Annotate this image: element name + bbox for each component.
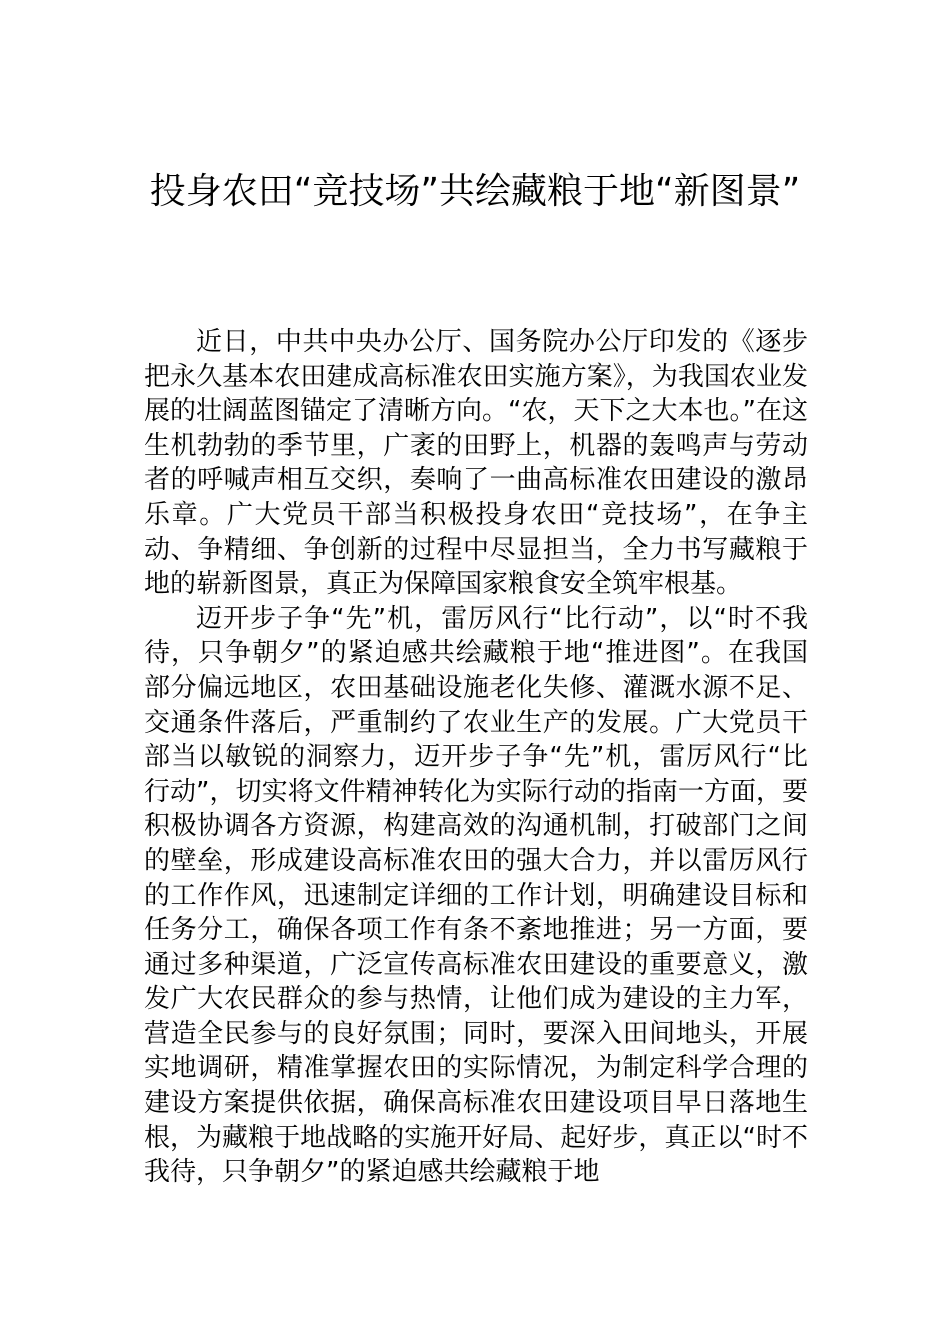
paragraph-1: 近日，中共中央办公厅、国务院办公厅印发的《逐步把永久基本农田建成高标准农田实施方案》，为我国农业发展的壮阔蓝图锚定了清晰方向。“农，天下之大本也。”在这生机勃勃的季节里，广袤的田野上，机器的轰鸣声与劳动者的呼喊声相互交织，奏响了一曲高标准农田建设的激昂乐章。广大党员干部当积极投身农田“竞技场”，在争主动、争精细、争创新的过程中尽显担当，全力书写藏粮于地的崭新图景，真正为保障国家粮食安全筑牢根基。 [144, 327, 808, 600]
document-title: 投身农田“竞技场”共绘藏粮于地“新图景” [149, 171, 801, 212]
document-body [144, 325, 808, 1190]
paragraph-2: 迈开步子争“先”机，雷厉风行“比行动”，以“时不我待，只争朝夕”的紧迫感共绘藏粮于地“推进图”。在我国部分偏远地区，农田基础设施老化失修、灌溉水源不足、交通条件落后，严重制约了农业生产的发展。广大党员干部当以敏锐的洞察力，迈开步子争“先”机，雷厉风行“比行动”，切实将文件精神转化为实际行动的指南一方面，要积极协调各方资源，构建高效的沟通机制，打破部门之间的壁垒，形成建设高标准农田的强大合力，并以雷厉风行的工作作风，迅速制定详细的工作计划，明确建设目标和任务分工，确保各项工作有条不紊地推进；另一方面，要通过多种渠道，广泛宣传高标准农田建设的重要意义，激发广大农民群众的参与热情，让他们成为建设的主力军，营造全民参与的良好氛围；同时，要深入田间地头，开展实地调研，精准掌握农田的实际情况，为制定科学合理的建设方案提供依据，确保高标准农田建设项目早日落地生根，为藏粮于地战略的实施开好局、起好步，真正以“时不我待，只争朝夕”的紧迫感共绘藏粮于地 [144, 603, 808, 1188]
